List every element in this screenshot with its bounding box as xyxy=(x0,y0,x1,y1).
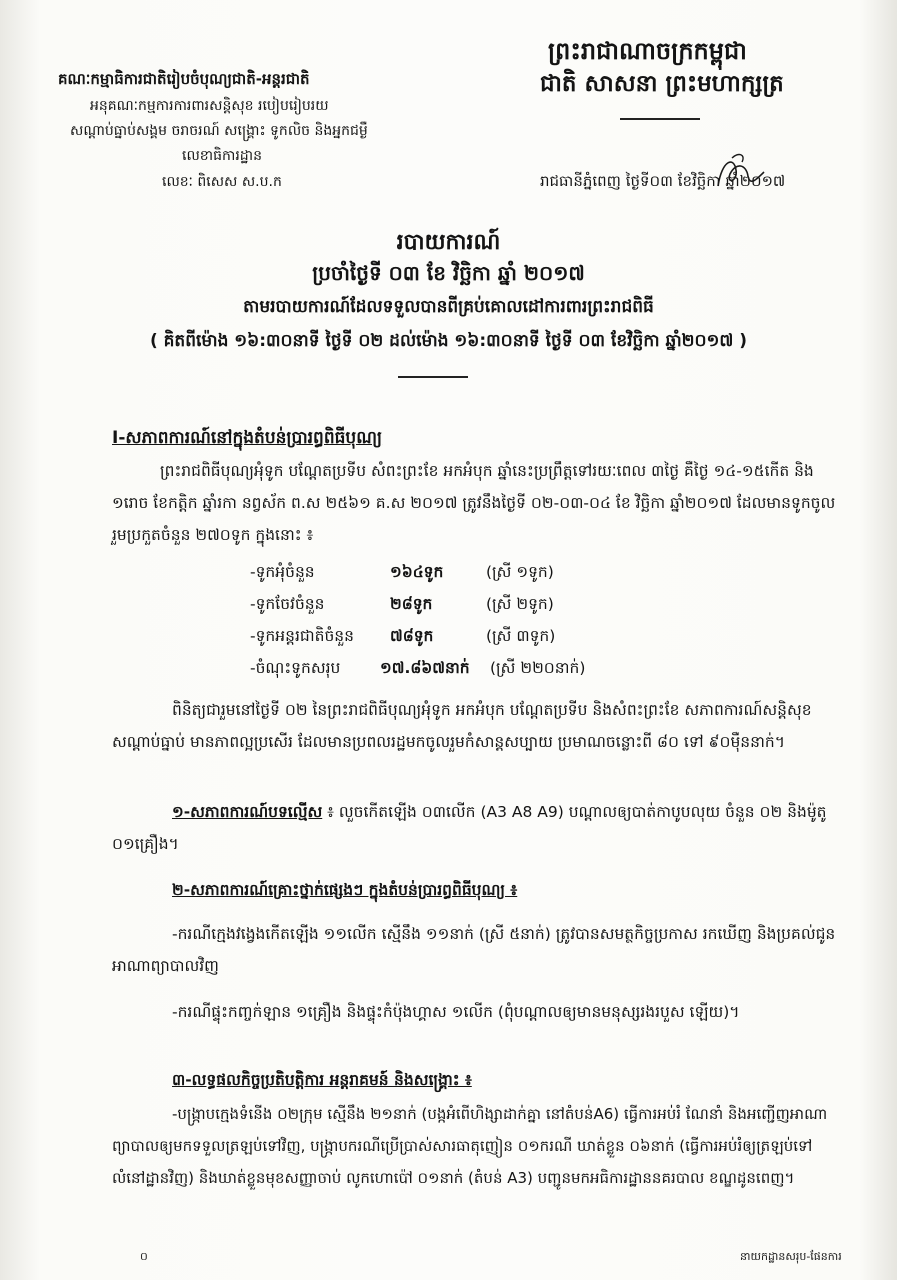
accident-heading: ២-សភាពការណ៍គ្រោះថ្នាក់ផ្សេងៗ ក្នុងតំបន់ប្រារព្ធពិធីបុណ្យ ៖ xyxy=(172,881,518,899)
footer-office: នាយកដ្ឋានសរុប-ផែនការ xyxy=(740,1250,842,1263)
crime-heading: ១-សភាពការណ៍បទល្មើស xyxy=(172,803,323,821)
section1-intro: ព្រះរាជពិធីបុណ្យអុំទូក បណ្តែតប្រទីប សំពះព្រះខែ អកអំបុក ឆ្នាំនេះប្រព្រឹត្តទៅរយៈពេល ៣ថ្ងៃ គឺថ្ងៃ ១៤-១៥កើត និង ១រោច ខែកត្តិក ឆ្នាំរកា នព្វស័ក ព.ស ២៥៦១ គ.ស ២០១៧ ត្រូវនឹងថ្ងៃទី ០២-០៣-០៤ ខែ វិច្ឆិកា ឆ្នាំ២០១៧ ដែលមានទូកចូលរួមប្រកួតចំនួន ២៧០ទូក ក្នុងនោះ ៖ xyxy=(112,462,836,544)
item-label: -ទូកអុំចំនួន xyxy=(250,563,315,581)
report-period: ( គិតពីម៉ោង ១៦:៣០នាទី ថ្ងៃទី ០២ ដល់ម៉ោង ១៦:៣០នាទី ថ្ងៃទី ០៣ ខែវិច្ឆិកា ឆ្នាំ២០១៧ ) xyxy=(149,331,748,351)
reference-number: លេខៈ ពិសេស ស.ប.ក xyxy=(162,174,282,190)
lost-children-paragraph: -ករណីក្មេងវង្វេងកើតឡើង ១១លើក ស្មើនឹង ១១នាក់ (ស្រី ៥នាក់) ត្រូវបានសមត្ថកិច្ចប្រកាស រកឃើញ និងប្រគល់ជូនអាណាព្យាបាលវិញ xyxy=(112,925,836,975)
kingdom-heading: ព្រះរាជាណាចក្រកម្ពុជា xyxy=(548,37,747,65)
explosion-paragraph: -ករណីផ្ទុះកញ្ចក់ឡាន ១គ្រឿង និងផ្ទុះកំប៉ុងហ្គាស ១លើក (ពុំបណ្តាលឲ្យមានមនុស្សរងរបួស ឡើយ)។ xyxy=(172,1003,740,1021)
item-value: ៧៨ទូក xyxy=(390,627,434,645)
item-detail: (ស្រី ១ទូក) xyxy=(486,563,554,581)
page-number: ០ xyxy=(140,1250,148,1263)
observation-paragraph: ពិនិត្យជារួមនៅថ្ងៃទី ០២ នៃព្រះរាជពិធីបុណ្យអុំទូក អកអំបុក បណ្តែតប្រទីប និងសំពះព្រះខែ សភាពការណ៍សន្តិសុខ សណ្តាប់ធ្នាប់ មានភាពល្អប្រសើរ ដែលមានប្រពលរដ្ឋមកចូលរួមកំសាន្តសប្បាយ ប្រមាណចន្លោះពី ៨០ ទៅ ៩០ម៉ឺននាក់។ xyxy=(112,701,812,751)
item-label: -ទូកអន្តរជាតិចំនួន xyxy=(250,627,354,645)
item-value: ១៦៤ទូក xyxy=(390,563,444,581)
item-detail: (ស្រី ៣ទូក) xyxy=(486,627,556,645)
section1-heading: I-សភាពការណ៍នៅក្នុងតំបន់ប្រារព្ធពិធីបុណ្យ xyxy=(112,428,383,448)
operations-paragraph: -បង្ក្រាបក្មេងទំនើង ០២ក្រុម ស្មើនឹង ២១នាក់ (បង្កអំពើហិង្សាដាក់គ្នា នៅតំបន់A6) ធ្វើការអប់រំ ណែនាំ និងអញ្ជើញអាណាព្យាបាលឲ្យមកទទួលត្រឡប់ទៅវិញ, បង្ក្រាបករណីប្រើប្រាស់សារធាតុញៀន ០១ករណី ឃាត់ខ្លួន ០៦នាក់ (ធ្វើការអប់រំឲ្យត្រឡប់ទៅលំនៅដ្ឋានវិញ) និងឃាត់ខ្លួនមុខសញ្ញាចាប់ លូកហោប៉ៅ ០១នាក់ (តំបន់ A3) បញ្ជូនមកអធិការដ្ឋាននគរបាល ខណ្ឌដូនពេញ។ xyxy=(112,1105,828,1187)
operations-heading: ៣-លទ្ធផលកិច្ចប្រតិបត្តិការ អន្តរាគមន៍ និងសង្គ្រោះ ៖ xyxy=(172,1071,472,1089)
org-name-line3: សណ្តាប់ធ្នាប់សង្គម ចរាចរណ៍ សង្គ្រោះ ទូកលិច និងអ្នកជម្ងឺ xyxy=(70,123,368,139)
org-name-line1: គណៈកម្មាធិការជាតិរៀបចំបុណ្យជាតិ-អន្តរជាតិ xyxy=(58,70,310,88)
org-name-line4: លេខាធិការដ្ឋាន xyxy=(182,148,262,164)
item-detail: (ស្រី ២ទូក) xyxy=(486,595,554,613)
item-label: -ចំណុះទូកសរុប xyxy=(250,659,341,677)
org-name-line2: អនុគណៈកម្មការការពារសន្តិសុខ របៀបរៀបរយ xyxy=(90,98,329,114)
report-title: របាយការណ៍ xyxy=(396,230,501,255)
item-label: -ទូកចែវចំនួន xyxy=(250,595,325,613)
item-detail: (ស្រី ២២០នាក់) xyxy=(490,659,586,677)
handwritten-mark xyxy=(712,150,770,194)
item-value: ១៧.៨៦៧នាក់ xyxy=(380,659,470,677)
item-value: ២៨ទូក xyxy=(390,595,433,613)
report-date: ប្រចាំថ្ងៃទី ០៣ ខែ វិច្ឆិកា ឆ្នាំ ២០១៧ xyxy=(312,261,585,285)
title-divider xyxy=(398,376,468,378)
crime-text: ៖ លួចកើតឡើង ០៣លើក (A3 A8 A9) បណ្តាលឲ្យបាត់កាបូបលុយ ចំនួន ០២ និងម៉ូតូ ០១គ្រឿង។ xyxy=(112,803,827,853)
motto-divider xyxy=(620,118,700,120)
date-line: រាជធានីភ្នំពេញ ថ្ងៃទី០៣ ខែវិច្ឆិកា ឆ្នាំ២០១៧ xyxy=(540,172,786,190)
report-source: តាមរបាយការណ៍ដែលទទួលបានពីគ្រប់គោលដៅការពារព្រះរាជពិធី xyxy=(243,297,654,317)
national-motto: ជាតិ សាសនា ព្រះមហាក្សត្រ xyxy=(540,71,784,97)
